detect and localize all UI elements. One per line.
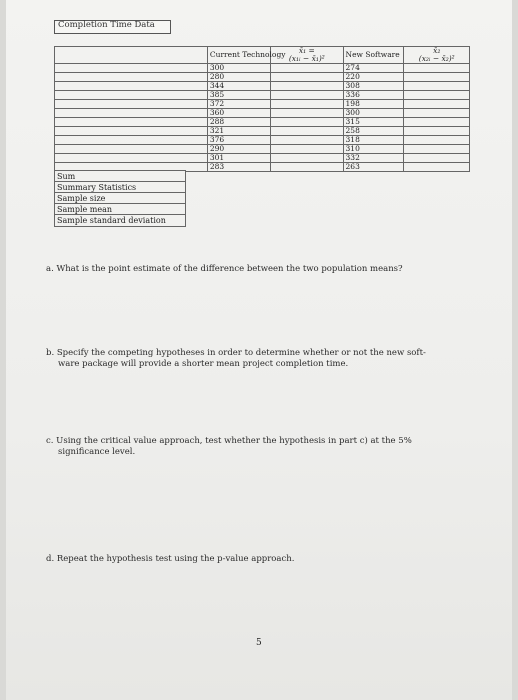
- current-value-cell: 372: [207, 100, 270, 109]
- dev1-cell: [271, 163, 343, 172]
- dev1-cell: [271, 82, 343, 91]
- xbar2-label: x̄₂: [433, 46, 441, 55]
- dev2-cell: [404, 100, 470, 109]
- current-value-cell: 280: [207, 73, 270, 82]
- dev1-cell: [271, 100, 343, 109]
- dev2-cell: [404, 127, 470, 136]
- row-label-cell: [55, 154, 208, 163]
- dev1-cell: [271, 73, 343, 82]
- current-value-cell: 300: [207, 64, 270, 73]
- xbar2-deviation-header: [404, 47, 470, 64]
- row-label-cell: [55, 118, 208, 127]
- table-title: Completion Time Data: [54, 20, 171, 34]
- current-value-cell: 301: [207, 154, 270, 163]
- worksheet-page: [6, 0, 512, 700]
- dev2-cell: [404, 64, 470, 73]
- new-value-cell: 258: [343, 127, 404, 136]
- dev2-cell: [404, 82, 470, 91]
- current-value-cell: 283: [207, 163, 270, 172]
- dev2-cell: [404, 154, 470, 163]
- table-row: [55, 82, 470, 91]
- dev1-cell: [271, 64, 343, 73]
- current-value-cell: 360: [207, 109, 270, 118]
- row-label-cell: [55, 127, 208, 136]
- new-value-cell: 336: [343, 91, 404, 100]
- dev1-label: (x₁ᵢ − x̄₁)²: [288, 54, 325, 63]
- row-label-cell: [55, 73, 208, 82]
- current-value-cell: 321: [207, 127, 270, 136]
- row-label-cell: [55, 109, 208, 118]
- new-value-cell: 308: [343, 82, 404, 91]
- dev1-cell: [271, 91, 343, 100]
- dev2-cell: [404, 73, 470, 82]
- data-grid: [54, 46, 470, 172]
- dev2-cell: [404, 136, 470, 145]
- table-row: [55, 154, 470, 163]
- summary-label: Summary Statistics: [54, 181, 186, 194]
- table-row: [55, 91, 470, 100]
- row-label-cell: [55, 91, 208, 100]
- row-label-cell: [55, 136, 208, 145]
- table-row: [55, 73, 470, 82]
- new-value-cell: 332: [343, 154, 404, 163]
- new-value-cell: 198: [343, 100, 404, 109]
- summary-label: Sum: [54, 170, 186, 183]
- dev1-cell: [271, 127, 343, 136]
- question-b-line2: ware package will provide a shorter mean project completion time.: [58, 359, 349, 369]
- current-value-cell: 288: [207, 118, 270, 127]
- question-c-line2: significance level.: [58, 447, 136, 457]
- row-label-cell: [55, 64, 208, 73]
- dev1-cell: [271, 136, 343, 145]
- xbar1-label: x̄₁ =: [298, 46, 315, 55]
- label-column-header: [55, 47, 208, 64]
- dev2-cell: [404, 91, 470, 100]
- page-number: 5: [256, 638, 262, 648]
- current-value-cell: 290: [207, 145, 270, 154]
- table-row: [55, 145, 470, 154]
- new-value-cell: 310: [343, 145, 404, 154]
- table-row: [55, 118, 470, 127]
- table-row: [55, 136, 470, 145]
- dev2-label: (x₂ᵢ − x̄₂)²: [418, 54, 455, 63]
- dev1-cell: [271, 154, 343, 163]
- question-d: d. Repeat the hypothesis test using the p-value approach.: [46, 554, 295, 564]
- new-value-cell: 318: [343, 136, 404, 145]
- dev2-cell: [404, 109, 470, 118]
- new-value-cell: 315: [343, 118, 404, 127]
- question-b-line1: b. Specify the competing hypotheses in order to determine whether or not the new soft-: [46, 348, 426, 358]
- table-row: [55, 109, 470, 118]
- question-c-line1: c. Using the critical value approach, test whether the hypothesis in part c) at the 5%: [46, 436, 412, 446]
- table-row: [55, 100, 470, 109]
- question-b: [46, 348, 466, 370]
- dev1-cell: [271, 145, 343, 154]
- new-value-cell: 300: [343, 109, 404, 118]
- row-label-cell: [55, 82, 208, 91]
- current-value-cell: 376: [207, 136, 270, 145]
- new-value-cell: 274: [343, 64, 404, 73]
- current-value-cell: 385: [207, 91, 270, 100]
- current-technology-header: Current Technology: [207, 47, 270, 64]
- row-label-cell: [55, 145, 208, 154]
- question-c: [46, 436, 466, 458]
- row-label-cell: [55, 100, 208, 109]
- table-row: [55, 64, 470, 73]
- current-value-cell: 344: [207, 82, 270, 91]
- dev2-cell: [404, 145, 470, 154]
- dev2-cell: [404, 118, 470, 127]
- dev2-cell: [404, 163, 470, 172]
- table-row: [55, 127, 470, 136]
- summary-label: Sample size: [54, 192, 186, 205]
- new-software-header: New Software: [343, 47, 404, 64]
- summary-label: Sample standard deviation: [54, 214, 186, 227]
- dev1-cell: [271, 109, 343, 118]
- new-value-cell: 220: [343, 73, 404, 82]
- dev1-cell: [271, 118, 343, 127]
- header-row: [55, 47, 470, 64]
- summary-label: Sample mean: [54, 203, 186, 216]
- question-a: a. What is the point estimate of the difference between the two population means?: [46, 264, 403, 274]
- new-value-cell: 263: [343, 163, 404, 172]
